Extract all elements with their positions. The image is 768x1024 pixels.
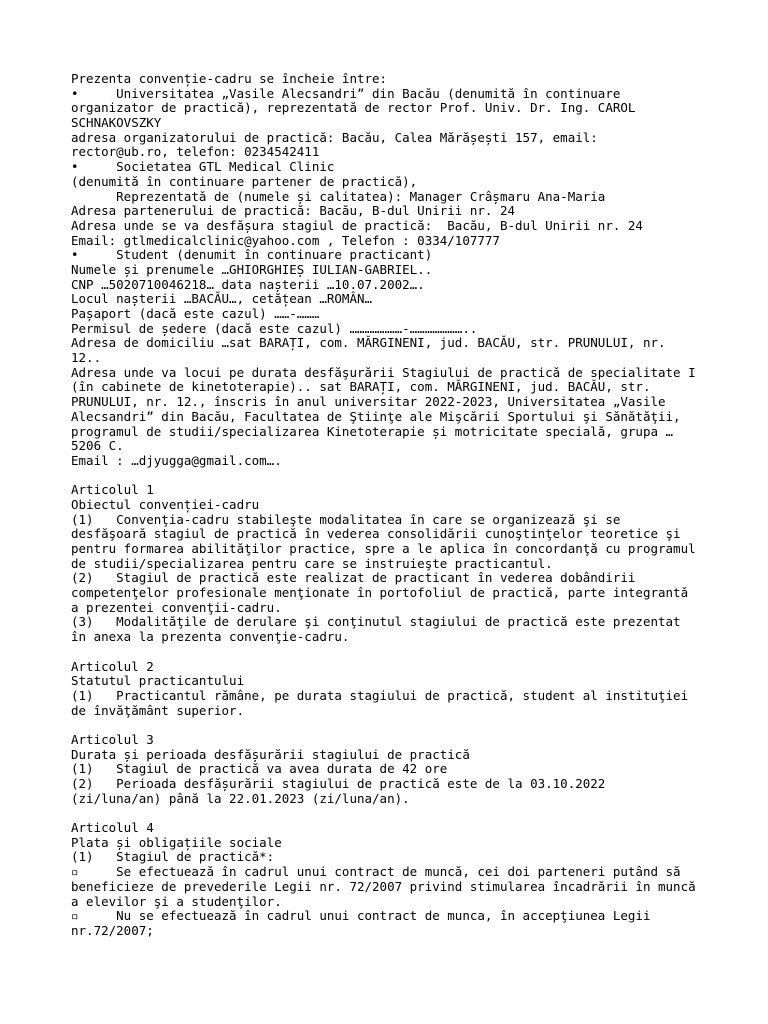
document-line: Permisul de ședere (dacă este cazul) …………………-………………….. — [71, 320, 478, 336]
document-line: competenţelor profesionale menţionate în portofoliul de practică, parte integrantă — [71, 585, 689, 601]
document-line: (1) Convenţia-cadru stabileşte modalitatea în care se organizează şi se — [71, 511, 621, 527]
document-line: • Student (denumit în continuare practicant) — [71, 247, 433, 263]
document-line: Email : …djyugga@gmail.com…. — [71, 452, 282, 468]
document-line: programul de studii/specializarea Kinetoterapie și motricitate specială, grupa … — [71, 423, 674, 439]
document-line: Plata și obligațiile sociale — [71, 834, 282, 850]
document-line: (1) Stagiul de practică*: — [71, 849, 275, 865]
document-line: Articolul 4 — [71, 820, 154, 836]
document-line: PRUNULUI, nr. 12., înscris în anul universitar 2022-2023, Universitatea „Vasile — [71, 394, 666, 410]
document-line: pentru formarea abilităţilor practice, spre a le aplica în concordanţă cu programul — [71, 541, 696, 556]
document-line: desfăşoară stagiul de practică în vederea consolidării cunoştinţelor teoretice şi — [71, 526, 681, 542]
document-line: 12.. — [71, 350, 102, 366]
document-body — [71, 72, 711, 939]
document-line: rector@ub.ro, telefon: 0234542411 — [71, 144, 320, 160]
document-line: a elevilor şi a studenţilor. — [71, 893, 282, 909]
document-line: 5206 C. — [71, 438, 124, 454]
document-line: (1) Stagiul de practică va avea durata de 42 ore — [71, 761, 448, 777]
document-line: ▫ Nu se efectuează în cadrul unui contract de munca, în accepţiunea Legii — [71, 908, 651, 924]
document-line: (zi/luna/an) până la 22.01.2023 (zi/luna/an). — [71, 790, 410, 806]
blank-line — [71, 469, 711, 484]
document-line: adresa organizatorului de practică: Bacău, Calea Mărășești 157, email: — [71, 129, 598, 145]
document-line: CNP …5020710046218… data nașterii …10.07.2002…. — [71, 276, 425, 292]
document-line: Articolul 1 — [71, 482, 154, 498]
document-line: Numele și prenumele …GHIORGHIEȘ IULIAN-GABRIEL.. — [71, 261, 433, 277]
document-line: Articolul 2 — [71, 658, 154, 674]
document-line: • Universitatea „Vasile Alecsandri” din Bacău (denumită în continuare — [71, 85, 621, 101]
document-line: • Societatea GTL Medical Clinic — [71, 159, 335, 175]
document-line: (1) Practicantul rămâne, pe durata stagiului de practică, student al instituţiei — [71, 687, 689, 703]
document-line: Obiectul convenției-cadru — [71, 496, 260, 512]
document-line: beneficieze de prevederile Legii nr. 72/2007 privind stimularea încadrării în muncă — [71, 878, 696, 894]
blank-line — [71, 645, 711, 660]
document-line: (2) Stagiul de practică este realizat de practicant în vederea dobândirii — [71, 570, 636, 586]
document-line: nr.72/2007; — [71, 922, 154, 938]
document-line: în anexa la prezenta convenţie-cadru. — [71, 629, 350, 645]
document-line: SCHNAKOVSZKY — [71, 115, 162, 131]
document-line: Articolul 3 — [71, 731, 154, 747]
document-line: Locul nașterii …BACĂU…, cetățean …ROMÂN… — [71, 291, 373, 307]
document-line: (2) Perioada desfășurării stagiului de practică este de la 03.10.2022 — [71, 776, 606, 791]
document-line: Pașaport (dacă este cazul) ……-……… — [71, 306, 320, 321]
document-line: Email: gtlmedicalclinic@yahoo.com , Telefon : 0334/107777 — [71, 232, 500, 248]
document-line: Adresa de domiciliu …sat BARAȚI, com. MĂRGINENI, jud. BACĂU, str. PRUNULUI, nr. — [71, 335, 666, 351]
document-line: Adresa unde va locui pe durata desfăşurării Stagiului de practică de specialitate I — [71, 364, 696, 380]
document-line: Durata și perioada desfășurării stagiului de practică — [71, 746, 470, 762]
document-line: (3) Modalităţile de derulare şi conţinutul stagiului de practică este prezentat — [71, 614, 681, 630]
blank-line — [71, 718, 711, 733]
document-line: Statutul practicantului — [71, 673, 245, 689]
document-line: de studii/specializarea pentru care se instruieşte practicantul. — [71, 555, 553, 571]
document-line: organizator de practică), reprezentată de rector Prof. Univ. Dr. Ing. CAROL — [71, 100, 636, 116]
document-line: Adresa unde se va desfășura stagiul de practică: Bacău, B-dul Unirii nr. 24 — [71, 217, 643, 233]
document-line: Reprezentată de (numele și calitatea): Manager Crâșmaru Ana-Maria — [71, 188, 606, 204]
document-line: ▫ Se efectuează în cadrul unui contract de muncă, cei doi parteneri putând să — [71, 864, 681, 880]
document-line: Alecsandri” din Bacău, Facultatea de Ştiinţe ale Mişcării Sportului şi Sănătăţii, — [71, 408, 681, 424]
document-line: a prezentei convenţii-cadru. — [71, 599, 282, 615]
document-line: Prezenta convenție-cadru se încheie între: — [71, 71, 388, 86]
document-line: de învăţământ superior. — [71, 702, 245, 718]
document-line: Adresa partenerului de practică: Bacău, B-dul Unirii nr. 24 — [71, 203, 516, 219]
blank-line — [71, 806, 711, 821]
document-line: (denumită în continuare partener de practică), — [71, 173, 418, 189]
document-line: (în cabinete de kinetoterapie).. sat BARAȚI, com. MĂRGINENI, jud. BACĂU, str. — [71, 379, 651, 395]
